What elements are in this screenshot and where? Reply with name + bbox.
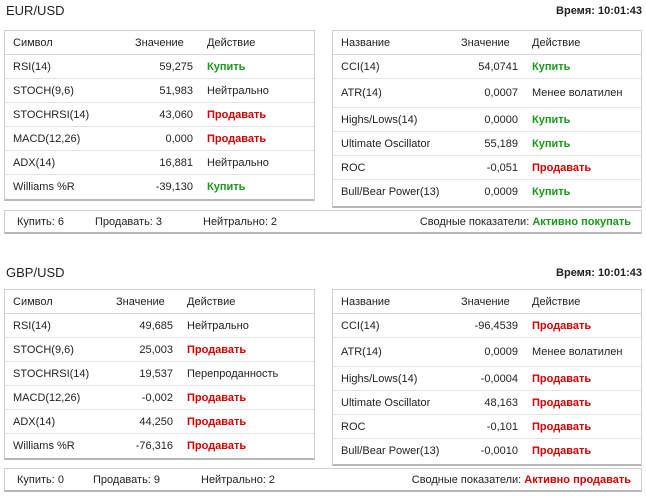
indicator-name: ATR(14) xyxy=(333,338,455,367)
col-header-value: Значение xyxy=(455,31,530,55)
table-row xyxy=(5,386,314,410)
indicator-action: Продавать xyxy=(530,314,641,338)
indicator-name: Williams %R xyxy=(13,180,75,193)
buy-count: Купить: 0 xyxy=(17,474,65,486)
indicator-value: -0,0004 xyxy=(455,367,530,391)
indicator-action: Нейтрально xyxy=(205,151,314,175)
overall-summary xyxy=(412,474,631,486)
pair-block-eurusd xyxy=(0,0,646,228)
indicator-name: STOCH(9,6) xyxy=(5,338,110,362)
col-header-symbol: Символ xyxy=(5,31,115,55)
table-row xyxy=(333,314,641,338)
indicator-value: 0,000 xyxy=(115,127,205,151)
indicator-action: Продавать xyxy=(530,367,641,391)
indicator-action: Продавать xyxy=(187,439,247,452)
indicator-action: Перепроданность xyxy=(185,362,314,386)
table-row xyxy=(5,151,314,175)
indicator-value: 48,163 xyxy=(455,391,530,415)
update-time: Время: 10:01:43 xyxy=(556,5,642,17)
table-row xyxy=(333,156,641,180)
indicator-value: 19,537 xyxy=(110,362,185,386)
indicator-value: 0,0007 xyxy=(455,79,530,108)
table-row xyxy=(5,127,314,151)
indicator-action: Продавать xyxy=(185,338,314,362)
indicator-action: Купить xyxy=(530,132,641,156)
indicator-action: Продавать xyxy=(205,127,314,151)
col-header-name: Название xyxy=(333,290,455,314)
sell-count: Продавать: 9 xyxy=(93,474,161,486)
indicator-name: STOCH(9,6) xyxy=(5,79,115,103)
indicator-name: MACD(12,26) xyxy=(5,127,115,151)
indicator-value: -0,101 xyxy=(455,415,530,439)
indicator-action: Продавать xyxy=(532,444,592,457)
indicator-action: Купить xyxy=(530,108,641,132)
indicator-name: ADX(14) xyxy=(5,410,110,434)
pair-title: GBP/USD xyxy=(6,265,65,280)
table-row xyxy=(333,180,641,204)
col-header-value: Значение xyxy=(115,31,205,55)
indicator-name: MACD(12,26) xyxy=(5,386,110,410)
indicator-name: RSI(14) xyxy=(5,55,115,79)
overall-label: Сводные показатели: xyxy=(411,474,525,486)
indicator-action: Продавать xyxy=(530,415,641,439)
indicator-value: 43,060 xyxy=(115,103,205,127)
col-header-value: Значение xyxy=(455,290,530,314)
table-row xyxy=(333,391,641,415)
indicator-name: Ultimate Oscillator xyxy=(333,391,455,415)
indicator-action: Менее волатилен xyxy=(530,79,641,108)
overall-value: Активно продавать xyxy=(524,474,631,486)
indicator-value: 59,275 xyxy=(115,55,205,79)
table-row xyxy=(333,367,641,391)
indicator-action: Купить xyxy=(532,185,571,198)
indicator-action: Купить xyxy=(207,180,246,193)
col-header-action: Действие xyxy=(185,290,314,314)
indicator-action: Нейтрально xyxy=(185,314,314,338)
sell-count: Продавать: 3 xyxy=(95,216,163,228)
indicators-table xyxy=(332,289,642,466)
indicator-name: STOCHRSI(14) xyxy=(5,103,115,127)
table-row xyxy=(5,79,314,103)
indicator-action: Купить xyxy=(205,55,314,79)
indicator-value: 16,881 xyxy=(115,151,205,175)
table-row xyxy=(333,55,641,79)
indicator-action: Менее волатилен xyxy=(530,338,641,367)
overall-value: Активно покупать xyxy=(532,216,631,228)
table-row xyxy=(333,338,641,367)
col-header-action: Действие xyxy=(205,31,314,55)
indicator-name: ATR(14) xyxy=(333,79,455,108)
indicator-name: ROC xyxy=(333,156,455,180)
indicator-action: Нейтрально xyxy=(205,79,314,103)
indicator-value: -0,002 xyxy=(110,386,185,410)
indicator-value: 25,003 xyxy=(110,338,185,362)
indicator-name: Bull/Bear Power(13) xyxy=(341,444,440,457)
buy-count: Купить: 6 xyxy=(17,216,65,228)
indicator-name: Williams %R xyxy=(13,439,75,452)
pair-title: EUR/USD xyxy=(6,3,65,18)
indicator-value: 55,189 xyxy=(455,132,530,156)
indicator-name: Bull/Bear Power(13) xyxy=(341,185,440,198)
table-row xyxy=(333,132,641,156)
indicator-value: 49,685 xyxy=(110,314,185,338)
indicator-name: ADX(14) xyxy=(5,151,115,175)
indicator-name: STOCHRSI(14) xyxy=(5,362,110,386)
col-header-value: Значение xyxy=(110,290,185,314)
oscillators-table xyxy=(4,30,315,201)
col-header-action: Действие xyxy=(530,31,641,55)
summary-bar xyxy=(4,210,642,234)
indicator-name: ROC xyxy=(333,415,455,439)
indicator-name: Highs/Lows(14) xyxy=(333,367,455,391)
summary-bar xyxy=(4,468,642,492)
indicator-value: -39,130 xyxy=(155,180,193,193)
table-row xyxy=(5,410,314,434)
indicator-action: Продавать xyxy=(530,391,641,415)
table-row xyxy=(5,338,314,362)
pair-block-gbpusd xyxy=(0,262,646,486)
table-row xyxy=(5,362,314,386)
overall-label: Сводные показатели: xyxy=(419,216,533,228)
table-row xyxy=(5,314,314,338)
indicator-value: -96,4539 xyxy=(455,314,530,338)
indicator-value: 51,983 xyxy=(115,79,205,103)
table-row xyxy=(5,175,314,199)
indicator-action: Купить xyxy=(530,55,641,79)
update-time: Время: 10:01:43 xyxy=(556,267,642,279)
neutral-count: Нейтрально: 2 xyxy=(203,216,278,228)
overall-summary xyxy=(420,216,631,228)
table-row xyxy=(333,415,641,439)
indicator-action: Продавать xyxy=(185,386,314,410)
indicator-name: Highs/Lows(14) xyxy=(333,108,455,132)
table-row xyxy=(5,434,314,458)
indicator-name: Ultimate Oscillator xyxy=(333,132,455,156)
indicator-name: RSI(14) xyxy=(5,314,110,338)
table-row xyxy=(333,79,641,108)
indicators-table xyxy=(332,30,642,208)
indicator-value: 44,250 xyxy=(110,410,185,434)
table-row xyxy=(5,103,314,127)
indicator-name: CCI(14) xyxy=(333,55,455,79)
indicator-value: -0,051 xyxy=(455,156,530,180)
indicator-action: Продавать xyxy=(185,410,314,434)
indicator-action: Продавать xyxy=(530,156,641,180)
indicator-action: Продавать xyxy=(205,103,314,127)
indicator-value: -76,316 xyxy=(135,439,173,452)
oscillators-table xyxy=(4,289,315,460)
col-header-action: Действие xyxy=(530,290,641,314)
indicator-value: 0,0009 xyxy=(455,338,530,367)
col-header-symbol: Символ xyxy=(5,290,110,314)
table-row xyxy=(333,108,641,132)
indicator-value: 0,0009 xyxy=(484,185,518,198)
table-row xyxy=(333,439,641,463)
indicator-value: 0,0000 xyxy=(455,108,530,132)
col-header-name: Название xyxy=(333,31,455,55)
indicator-value: 54,0741 xyxy=(455,55,530,79)
indicator-value: -0,0010 xyxy=(480,444,518,457)
neutral-count: Нейтрально: 2 xyxy=(201,474,276,486)
table-row xyxy=(5,55,314,79)
indicator-name: CCI(14) xyxy=(333,314,455,338)
